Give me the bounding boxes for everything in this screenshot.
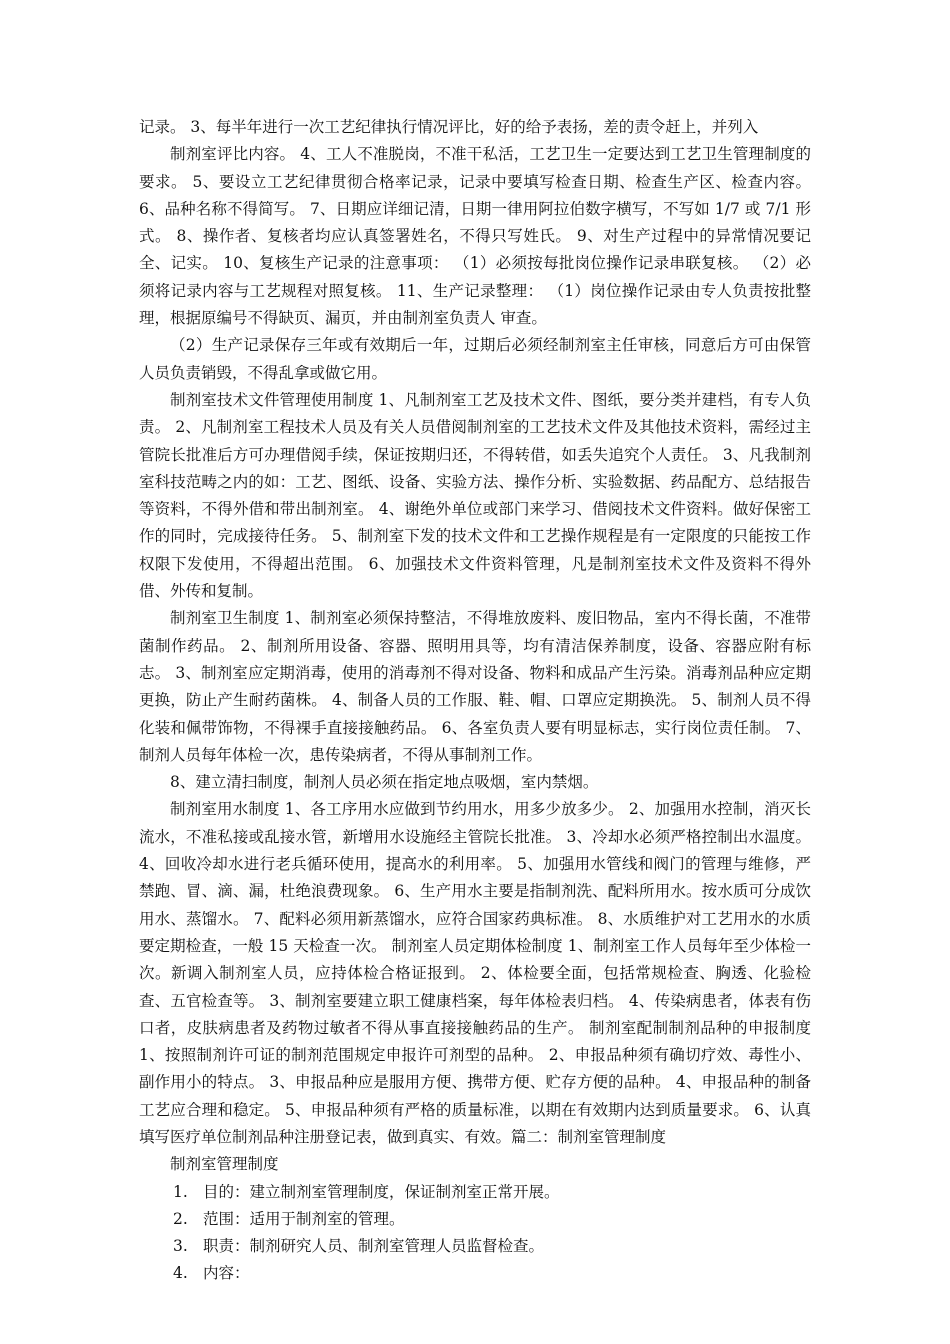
numbered-list <box>139 1179 811 1288</box>
list-text: 内容： <box>203 1264 250 1283</box>
list-text: 目的：建立制剂室管理制度，保证制剂室正常开展。 <box>203 1182 560 1201</box>
paragraph-water-usage: 制剂室用水制度 1、各工序用水应做到节约用水，用多少放多少。 2、加强用水控制，消灭长流水，不准私接或乱接水管，新增用水设施经主管院长批准。 3、冷却水必须严格控制出水温度。 4、回收冷却水进行老兵循环使用，提高水的利用率。 5、加强用水管线和阀门的管理与维修，严禁跑、冒、滴、漏，杜绝浪费现象。 6、生产用水主要是指制剂洗、配料所用水。按水质可分成饮用水、蒸馏水。 7、配料必须用新蒸馏水，应符合国家药典标准。 8、水质维护对工艺用水的水质要定期检查，一般 15 天检查一次。 制剂室人员定期体检制度 1、制剂室工作人员每年至少体检一次。新调入制剂室人员，应持体检合格证报到。 2、体检要全面，包括常规检查、胸透、化验检查、五官检查等。 3、制剂室要建立职工健康档案，每年体检表归档。 4、传染病患者，体表有伤口者，皮肤病患者及药物过敏者不得从事直接接触药品的生产。 制剂室配制制剂品种的申报制度 1、按照制剂许可证的制剂范围规定申报许可剂型的品种。 2、申报品种须有确切疗效、毒性小、副作用小的特点。 3、申报品种应是服用方便、携带方便、贮存方便的品种。 4、申报品种的制备工艺应合理和稳定。 5、申报品种须有严格的质量标准，以期在有效期内达到质量要求。 6、认真填写医疗单位制剂品种注册登记表，做到真实、有效。篇二：制剂室管理制度 <box>139 800 811 1146</box>
list-number: 4. <box>173 1264 188 1283</box>
document-page <box>139 114 811 1288</box>
list-text: 范围：适用于制剂室的管理。 <box>203 1209 405 1228</box>
list-number: 2. <box>173 1209 188 1228</box>
paragraph-record-retention: （2）生产记录保存三年或有效期后一年，过期后必须经制剂室主任审核，同意后方可由保管人员负责销毁，不得乱拿或做它用。 <box>139 336 811 382</box>
list-text: 职责：制剂研究人员、制剂室管理人员监督检查。 <box>203 1237 545 1256</box>
paragraph-process-discipline: 制剂室评比内容。 4、工人不准脱岗，不准干私活，工艺卫生一定要达到工艺卫生管理制度的要求。 5、要设立工艺纪律贯彻合格率记录，记录中要填写检查日期、检查生产区、检查内容。 6、品种名称不得简写。 7、日期应详细记清，日期一律用阿拉伯数字横写，不写如 1/7 或 7/1 形式。 8、操作者、复核者均应认真签署姓名，不得只写姓氏。 9、对生产过程中的异常情况要记全、记实。 10、复核生产记录的注意事项： （1）必须按每批岗位操作记录串联复核。 （2）必须将记录内容与工艺规程对照复核。 11、生产记录整理： （1）岗位操作记录由专人负责按批整理，根据原编号不得缺页、漏页，并由制剂室负责人 审查。 <box>139 145 811 328</box>
list-item <box>139 1206 811 1233</box>
list-item <box>139 1233 811 1260</box>
section-heading-management: 制剂室管理制度 <box>170 1155 279 1174</box>
paragraph-technical-documents: 制剂室技术文件管理使用制度 1、凡制剂室工艺及技术文件、图纸，要分类并建档，有专人负责。 2、凡制剂室工程技术人员及有关人员借阅制剂室的工艺技术文件及其他技术资料，需经过主管院长批准后方可办理借阅手续，保证按期归还，不得转借，如丢失追究个人责任。 3、凡我制剂室科技范畴之内的如：工艺、图纸、设备、实验方法、操作分析、实验数据、药品配方、总结报告等资料，不得外借和带出制剂室。 4、谢绝外单位或部门来学习、借阅技术文件资料。做好保密工作的同时，完成接待任务。 5、制剂室下发的技术文件和工艺操作规程是有一定限度的只能按工作权限下发使用，不得超出范围。 6、加强技术文件资料管理，凡是制剂室技术文件及资料不得外借、外传和复制。 <box>139 390 811 601</box>
list-number: 1. <box>173 1182 188 1201</box>
paragraph-hygiene: 制剂室卫生制度 1、制剂室必须保持整洁，不得堆放废料、废旧物品，室内不得长菌，不准带菌制作药品。 2、制剂所用设备、容器、照明用具等，均有清洁保养制度，设备、容器应附有标志。 3、制剂室应定期消毒，使用的消毒剂不得对设备、物料和成品产生污染。消毒剂品种应定期更换，防止产生耐药菌株。 4、制备人员的工作服、鞋、帽、口罩应定期换洗。 5、制剂人员不得化装和佩带饰物，不得裸手直接接触药品。 6、各室负责人要有明显标志，实行岗位责任制。 7、制剂人员每年体检一次，患传染病者，不得从事制剂工作。 <box>139 609 811 764</box>
list-item <box>139 1179 811 1206</box>
list-number: 3. <box>173 1237 188 1256</box>
list-item <box>139 1260 811 1287</box>
paragraph-cleaning: 8、建立清扫制度，制剂人员必须在指定地点吸烟，室内禁烟。 <box>170 773 599 792</box>
paragraph-record-continuation: 记录。 3、每半年进行一次工艺纪律执行情况评比，好的给予表扬，差的责令赶上，并列入 <box>139 118 759 136</box>
